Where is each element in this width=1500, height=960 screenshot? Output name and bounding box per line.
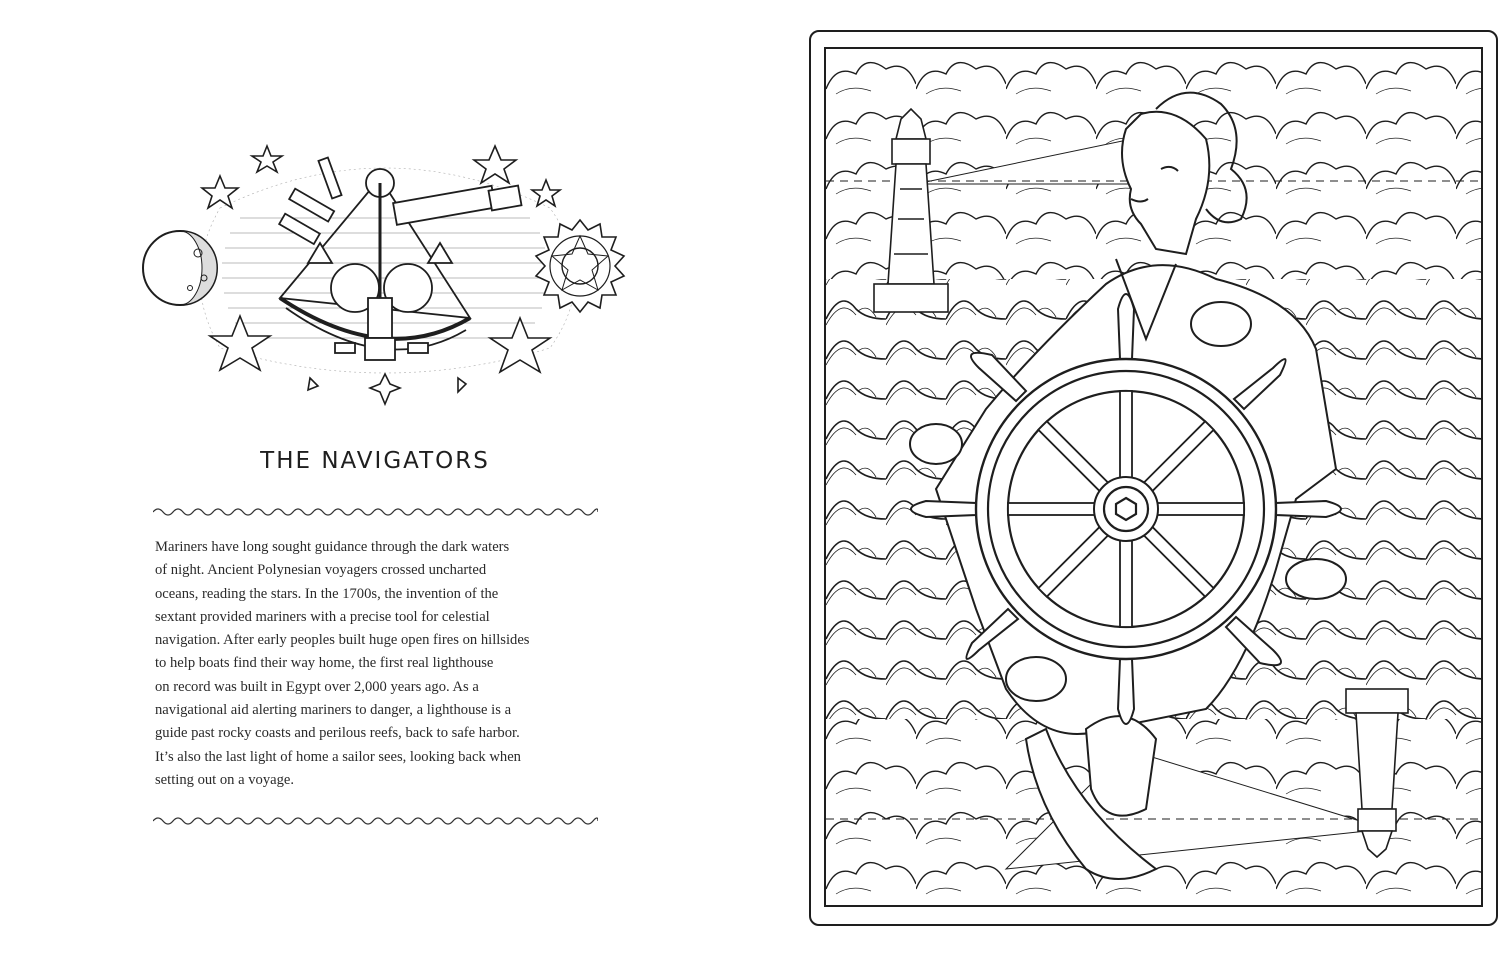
- page-title: THE NAVIGATORS: [260, 448, 490, 474]
- body-line: to help boats find their way home, the first real lighthouse: [155, 655, 494, 672]
- sextant-spot-illustration: [140, 138, 630, 418]
- illustration-card: [809, 30, 1498, 926]
- wave-divider-bottom: [153, 815, 598, 827]
- body-line: oceans, reading the stars. In the 1700s, the invention of the: [155, 585, 499, 602]
- sextant-icon: [279, 157, 521, 360]
- body-line: navigation. After early peoples built huge open fires on hillsides: [155, 632, 530, 649]
- body-paragraph: [155, 536, 605, 792]
- body-line: It’s also the last light of home a sailor sees, looking back when: [155, 748, 521, 765]
- body-line: of night. Ancient Polynesian voyagers crossed uncharted: [155, 562, 487, 579]
- body-line: sextant provided mariners with a precise tool for celestial: [155, 608, 490, 625]
- navigator-illustration: [826, 49, 1483, 907]
- body-line: setting out on a voyage.: [155, 771, 295, 788]
- right-page: [750, 0, 1500, 960]
- card-inner-frame: [824, 47, 1483, 907]
- wave-divider-top: [153, 506, 598, 518]
- moon-icon: [143, 231, 217, 305]
- body-line: Mariners have long sought guidance through the dark waters: [155, 539, 510, 555]
- body-line: navigational aid alerting mariners to danger, a lighthouse is a: [155, 702, 512, 719]
- body-line: on record was built in Egypt over 2,000 years ago. As a: [155, 678, 479, 695]
- body-line: guide past rocky coasts and perilous reefs, back to safe harbor.: [155, 725, 520, 742]
- sun-icon: [536, 220, 624, 312]
